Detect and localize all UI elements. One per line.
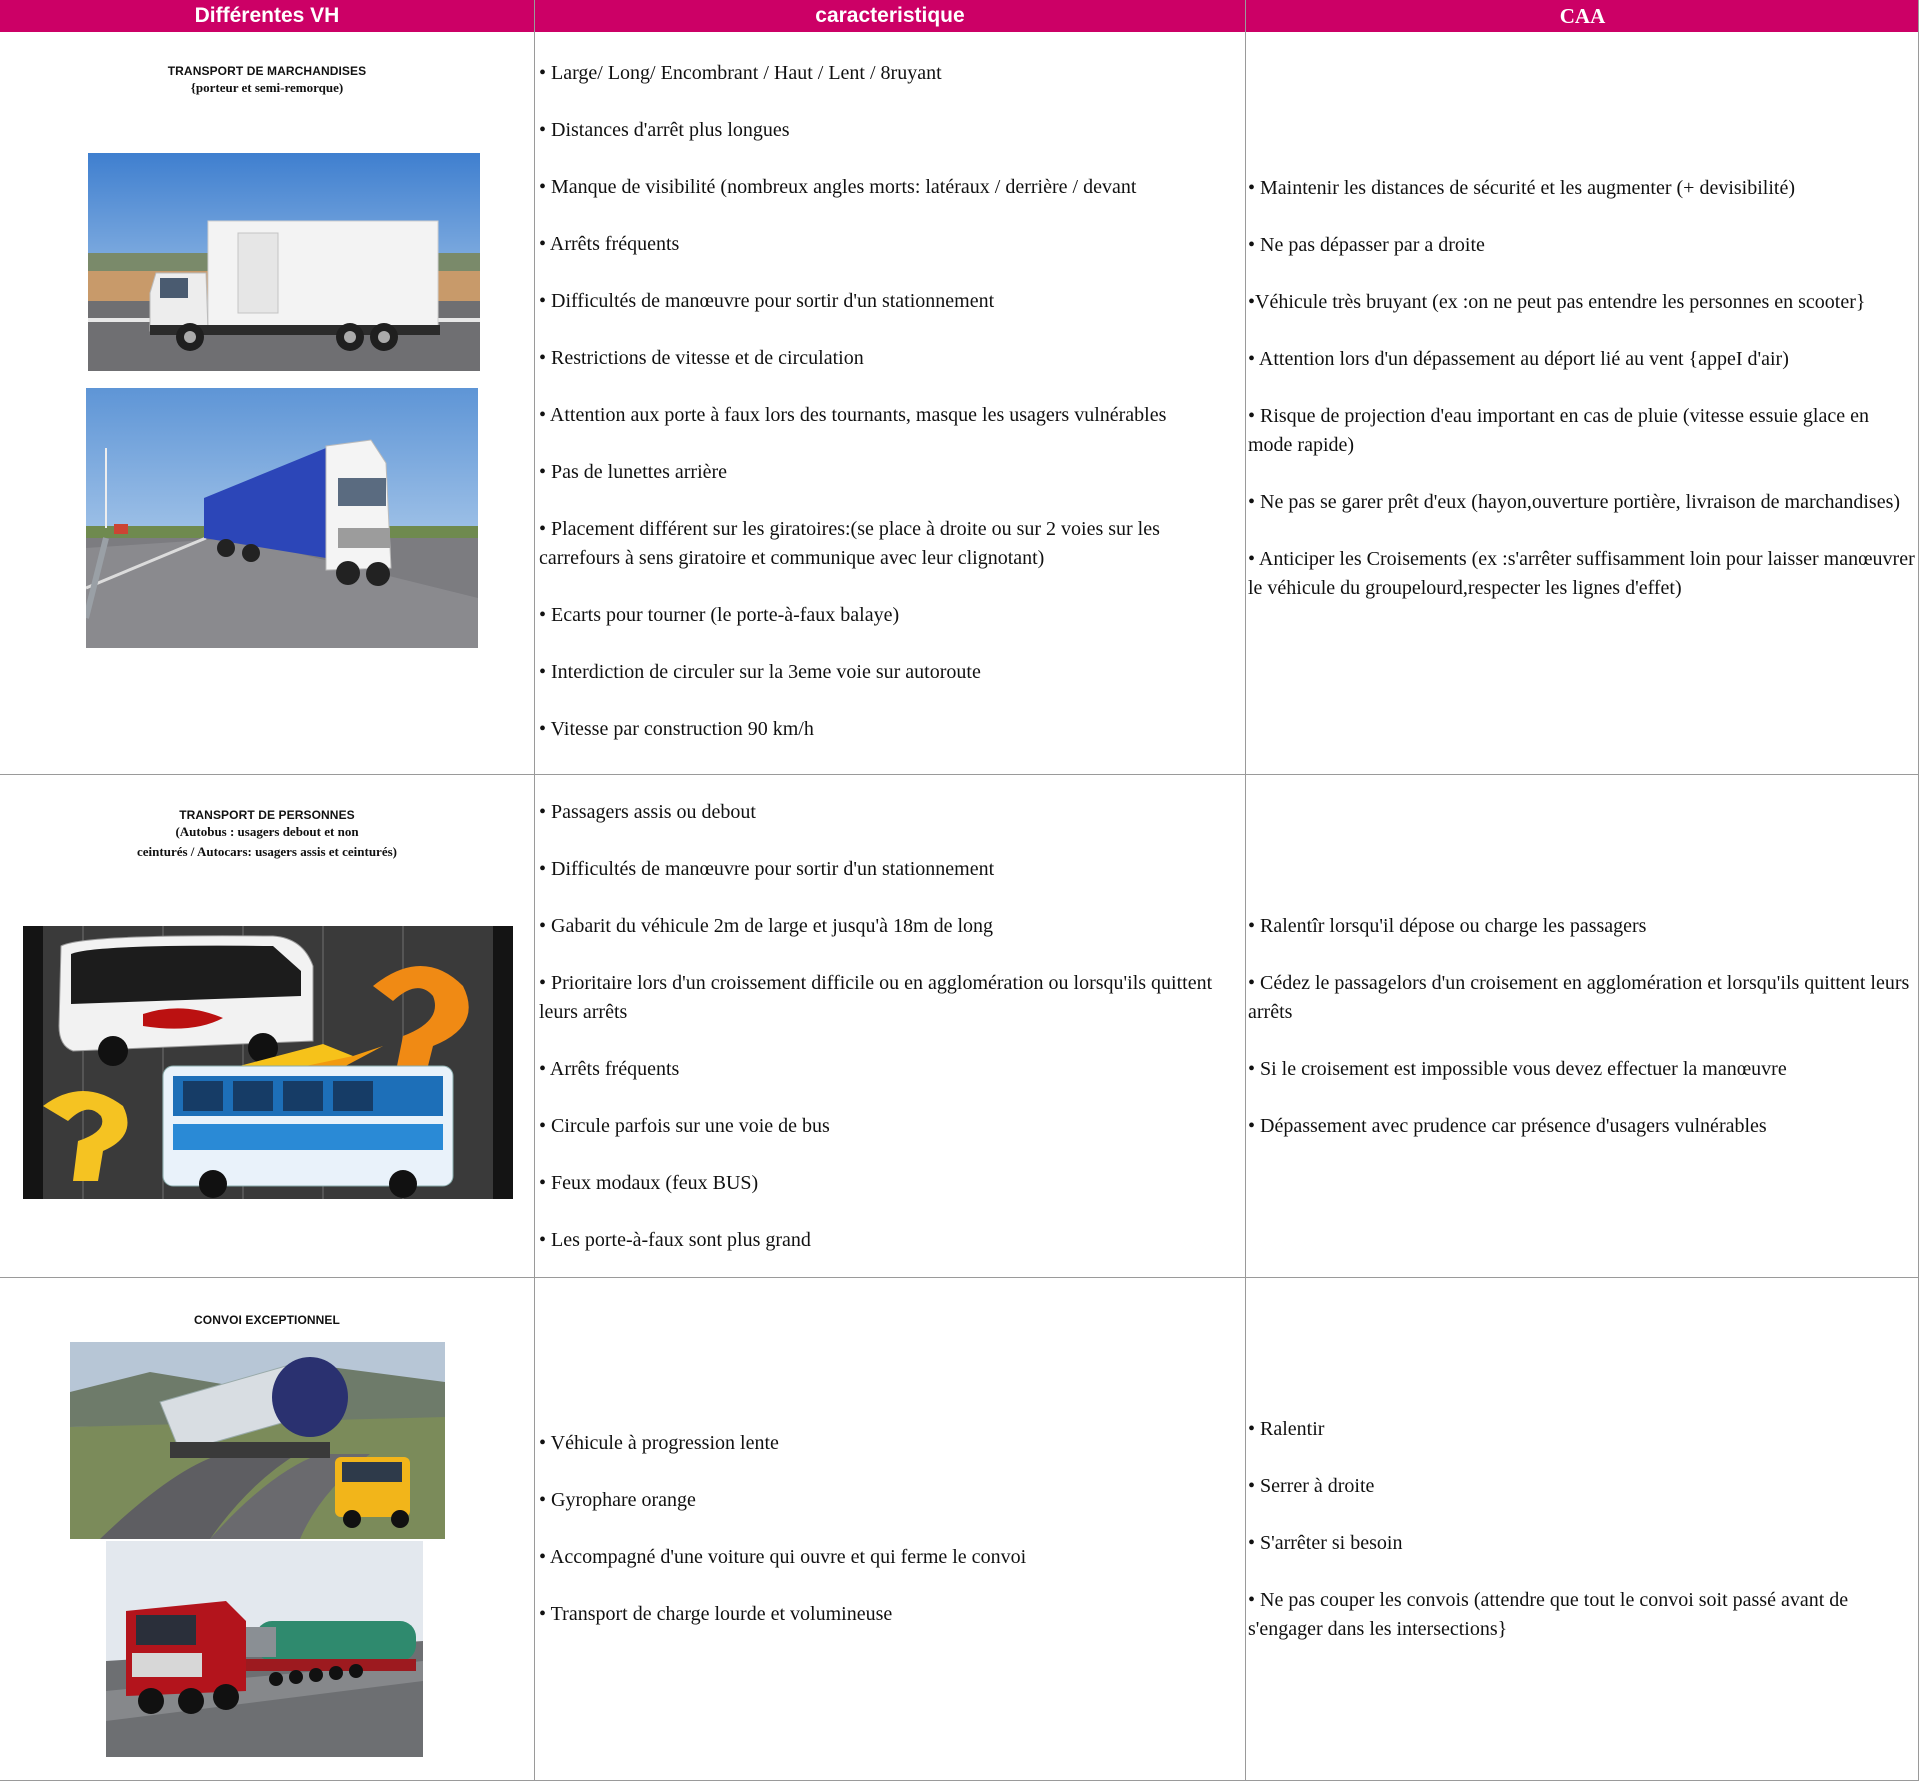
list-item: • Anticiper les Croisements (ex :s'arrêter suffisamment loin pour laisser manœuvrer le véhicule du groupelourd,respecter les lignes d'effet) [1248,548,1915,599]
row-divider [0,774,1919,775]
list-item: • Ne pas couper les convois (attendre que tout le convoi soit passé avant de s'engager dans les intersections} [1248,1589,1849,1640]
list-item: • Interdiction de circuler sur la 3eme voie sur autoroute [539,661,981,683]
list-item: • Manque de visibilité (nombreux angles morts: latéraux / derrière / devant [539,176,1137,198]
list-item: • Pas de lunettes arrière [539,461,728,483]
caa-list [1248,912,1915,1141]
row-people-subtitle-line: ceinturés / Autocars: usagers assis et ceinturés) [137,844,397,859]
characteristics-list [539,59,1241,744]
row-goods-heading [0,64,534,98]
row-convoy-characteristics [539,1429,1241,1629]
list-item: • Véhicule à progression lente [539,1432,779,1454]
list-item: • Ralentîr lorsqu'il dépose ou charge les passagers [1248,915,1647,937]
header-col-vehicles [0,0,534,32]
list-item: • Vitesse par construction 90 km/h [539,718,814,740]
row-convoy-caa [1248,1415,1915,1644]
list-item: • Arrêts fréquents [539,233,680,255]
list-item: • Passagers assis ou debout [539,801,756,823]
list-item: • Serrer à droite [1248,1475,1375,1497]
row-people-title: TRANSPORT DE PERSONNES [179,808,355,822]
list-item: •Véhicule très bruyant (ex :on ne peut pas entendre les personnes en scooter} [1248,291,1866,313]
list-item: • Restrictions de vitesse et de circulation [539,347,864,369]
header-col-caa [1246,0,1919,32]
row-people-subtitle-line: (Autobus : usagers debout et non [175,824,359,839]
list-item: • Dépassement avec prudence car présence d'usagers vulnérables [1248,1115,1767,1137]
list-item: • Gabarit du véhicule 2m de large et jusqu'à 18m de long [539,915,994,937]
row-people-characteristics [539,798,1241,1255]
column-divider [534,0,535,1781]
list-item: • Placement différent sur les giratoires:(se place à droite ou sur 2 voies sur les carrefours à sens giratoire et communique avec leur clignotant) [539,518,1160,569]
row-convoy-title: CONVOI EXCEPTIONNEL [194,1313,340,1327]
list-item: • Difficultés de manœuvre pour sortir d'un stationnement [539,858,995,880]
list-item: • Large/ Long/ Encombrant / Haut / Lent / 8ruyant [539,62,942,84]
coach-and-bus-photo [23,926,513,1199]
list-item: • Ralentir [1248,1418,1325,1440]
list-item: • Attention aux porte à faux lors des tournants, masque les usagers vulnérables [539,404,1167,426]
row-goods-caa [1248,174,1915,603]
list-item: • Feux modaux (feux BUS) [539,1172,759,1194]
wind-blade-convoy-photo [70,1342,445,1539]
characteristics-list [539,1429,1241,1629]
caa-list [1248,1415,1915,1644]
list-item: • Si le croisement est impossible vous devez effectuer la manœuvre [1248,1058,1787,1080]
semi-trailer-truck-photo [86,388,478,648]
list-item: • Circule parfois sur une voie de bus [539,1115,830,1137]
row-goods-characteristics [539,59,1241,744]
heavy-tractor-convoy-photo [106,1541,423,1757]
list-item: • Attention lors d'un dépassement au déport lié au vent {appeI d'air) [1248,348,1789,370]
list-item: • Distances d'arrêt plus longues [539,119,790,141]
row-divider [0,1277,1919,1278]
list-item: • Cédez le passagelors d'un croisement en agglomération et lorsqu'ils quittent leurs arrêts [1248,972,1910,1023]
box-truck-photo [88,153,480,371]
row-people-caa [1248,912,1915,1141]
list-item: • Ne pas se garer prêt d'eux (hayon,ouverture portière, livraison de marchandises) [1248,491,1901,513]
row-goods-subtitle: {porteur et semi-remorque) [190,80,344,95]
list-item: • Prioritaire lors d'un croissement difficile ou en agglomération ou lorsqu'ils quittent leurs arrêts [539,972,1213,1023]
list-item: • Difficultés de manœuvre pour sortir d'un stationnement [539,290,995,312]
list-item: • Les porte-à-faux sont plus grand [539,1229,811,1251]
list-item: • Maintenir les distances de sécurité et les augmenter (+ devisibilité) [1248,177,1795,199]
list-item: • Arrêts fréquents [539,1058,680,1080]
caa-list [1248,174,1915,603]
column-divider [1245,0,1246,1781]
list-item: • Risque de projection d'eau important en cas de pluie (vitesse essuie glace en mode rapide) [1248,405,1869,456]
list-item: • Ecarts pour tourner (le porte-à-faux balaye) [539,604,900,626]
row-people-heading [0,808,534,862]
header-col-characteristics [535,0,1245,32]
list-item: • Accompagné d'une voiture qui ouvre et qui ferme le convoi [539,1546,1027,1568]
list-item: • Transport de charge lourde et volumineuse [539,1603,893,1625]
list-item: • Ne pas dépasser par a droite [1248,234,1485,256]
row-convoy-heading [0,1313,534,1327]
header-characteristics-label: caracteristique [815,4,965,27]
row-goods-title: TRANSPORT DE MARCHANDISES [167,64,367,78]
header-caa-label: CAA [1559,4,1606,28]
list-item: • Gyrophare orange [539,1489,696,1511]
list-item: • S'arrêter si besoin [1248,1532,1403,1554]
characteristics-list [539,798,1241,1255]
header-vehicles-label: Différentes VH [194,4,340,27]
